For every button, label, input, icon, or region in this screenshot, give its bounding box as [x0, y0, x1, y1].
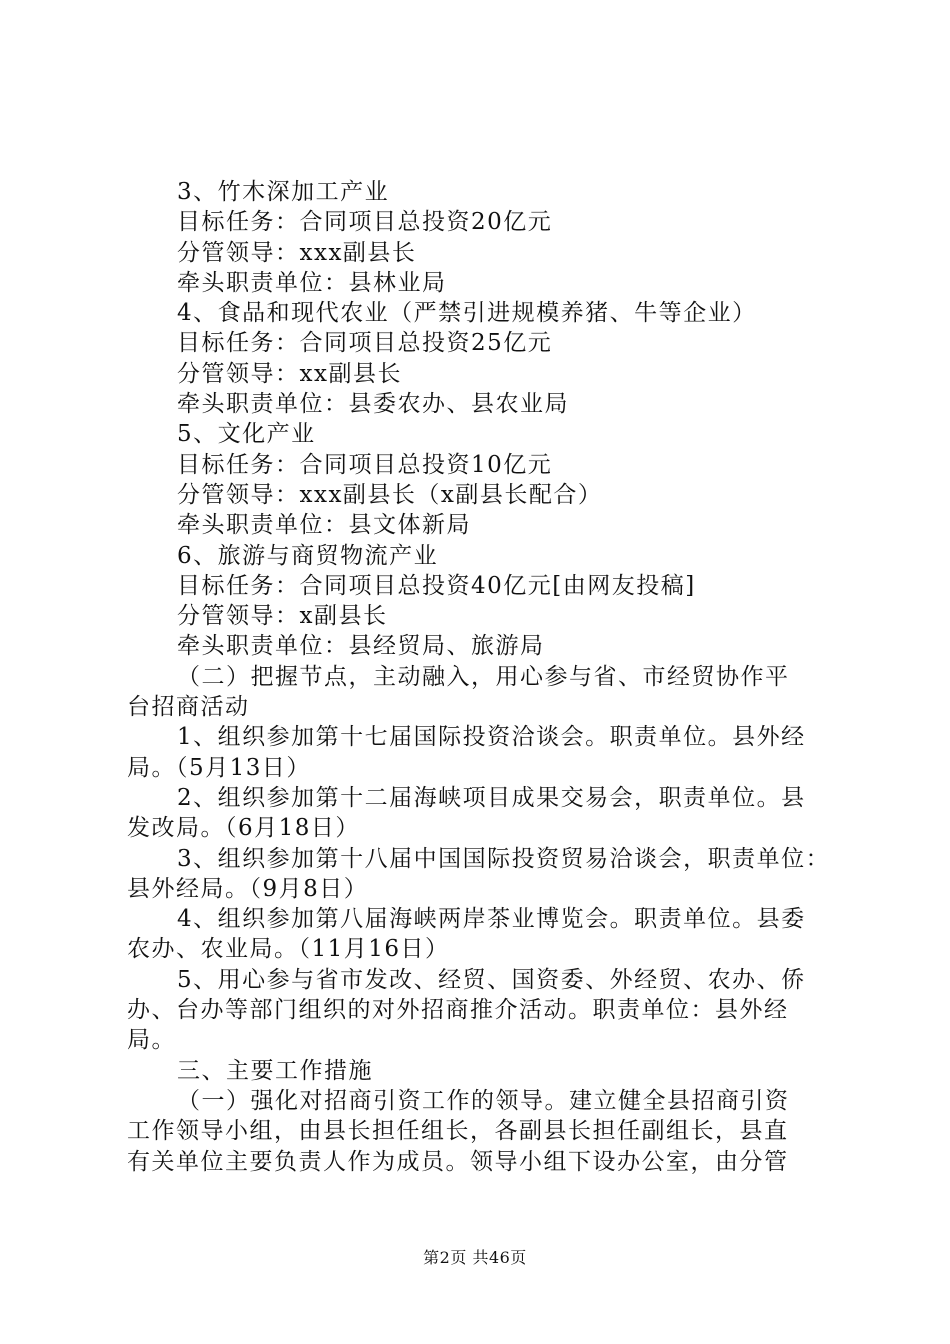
text-line: 三、主要工作措施 [177, 1057, 373, 1084]
text-line: 牵头职责单位：县文体新局 [177, 512, 471, 539]
text-line: 3、组织参加第十八届中国国际投资贸易洽谈会，职责单位： [177, 845, 831, 872]
page-footer: 第2页 共46页 [423, 1248, 527, 1267]
text-line: 目标任务：合同项目总投资40亿元[由网友投稿] [177, 572, 696, 599]
text-line: 目标任务：合同项目总投资25亿元 [177, 330, 553, 357]
text-line: 目标任务：合同项目总投资20亿元 [177, 209, 553, 236]
text-line: 目标任务：合同项目总投资10亿元 [177, 451, 553, 478]
text-line: 台招商活动 [127, 694, 250, 721]
text-line: 2、组织参加第十二届海峡项目成果交易会，职责单位。县 [177, 784, 806, 811]
text-line: 1、组织参加第十七届国际投资洽谈会。职责单位。县外经 [177, 724, 806, 751]
text-line: 农办、农业局。（11月16日） [127, 936, 450, 963]
text-line: 牵头职责单位：县委农办、县农业局 [177, 391, 569, 418]
text-line: 分管领导：xxx副县长 [177, 239, 417, 266]
text-line: 分管领导：xx副县长 [177, 360, 402, 387]
text-line: 分管领导：x副县长 [177, 603, 388, 630]
text-line: 有关单位主要负责人作为成员。领导小组下设办公室，由分管 [127, 1148, 789, 1175]
text-line: 牵头职责单位：县林业局 [177, 269, 447, 296]
text-line: 发改局。（6月18日） [127, 815, 360, 842]
text-line: 工作领导小组，由县长担任组长，各副县长担任副组长，县直 [127, 1118, 789, 1145]
text-line: 3、竹木深加工产业 [177, 179, 390, 205]
text-line: 牵头职责单位：县经贸局、旅游局 [177, 633, 545, 660]
text-line: 6、旅游与商贸物流产业 [177, 542, 439, 569]
text-line: （二）把握节点，主动融入，用心参与省、市经贸协作平 [177, 663, 790, 690]
text-line: 局。（5月13日） [127, 754, 311, 781]
text-line: 4、食品和现代农业（严禁引进规模养猪、牛等企业） [177, 300, 757, 327]
text-line: 4、组织参加第八届海峡两岸茶业博览会。职责单位。县委 [177, 906, 806, 933]
text-line: 办、台办等部门组织的对外招商推介活动。职责单位：县外经 [127, 997, 789, 1024]
text-line: 分管领导：xxx副县长（x副县长配合） [177, 481, 603, 508]
text-line: （一）强化对招商引资工作的领导。建立健全县招商引资 [177, 1087, 790, 1114]
document-body [127, 177, 833, 1177]
text-line: 5、文化产业 [177, 421, 316, 448]
text-line: 5、用心参与省市发改、经贸、国资委、外经贸、农办、侨 [177, 966, 806, 993]
text-line: 县外经局。（9月8日） [127, 875, 369, 902]
text-line: 局。 [127, 1027, 176, 1054]
